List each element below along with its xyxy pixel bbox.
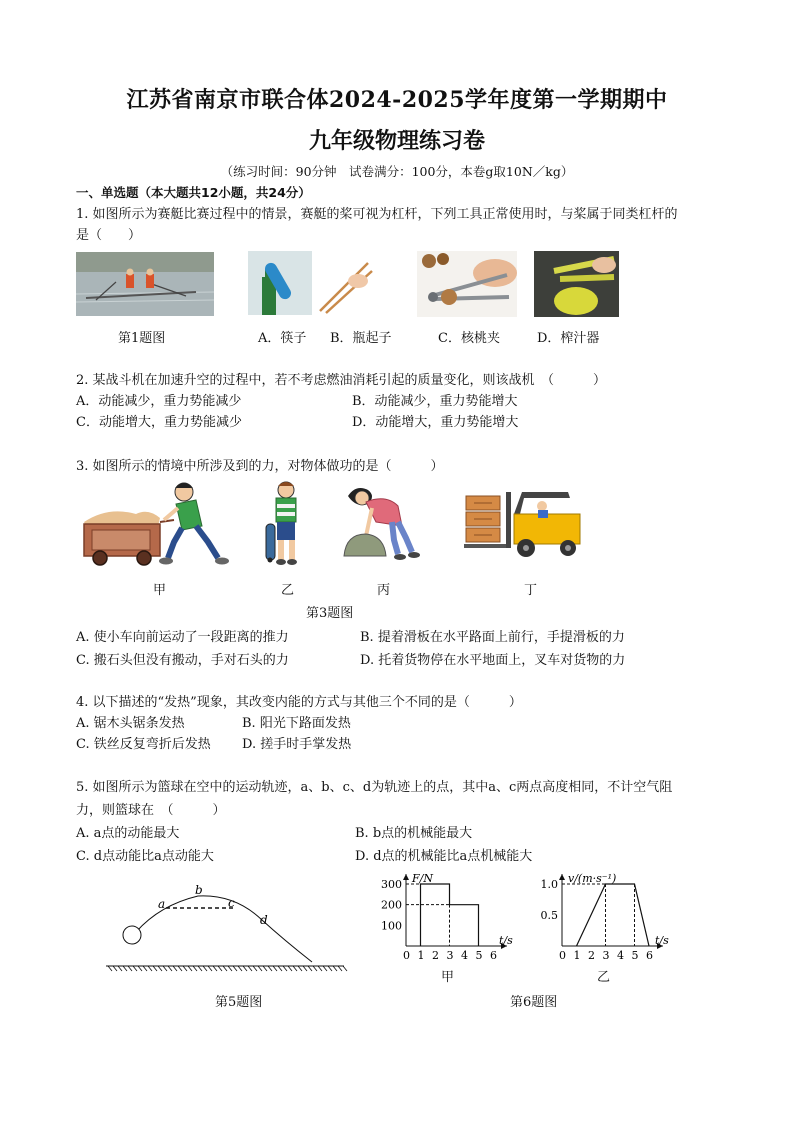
point-label-d: d [260,913,268,927]
juicer-image [534,251,619,317]
x-tick-label: 4 [617,949,624,962]
q6-graph-jia-label: 甲 [441,970,455,985]
hatch-mark [328,966,332,971]
q4-option-d: D. 搓手时手掌发热 [242,737,352,752]
x-tick-label: 3 [446,949,454,962]
q3-option-c: C. 搬石头但没有搬动，手对石头的力 [76,653,289,668]
x-tick-label: 6 [490,949,497,962]
hatch-mark [128,966,132,971]
q1-option-b: B．瓶起子 [330,331,392,346]
q5-figure-caption: 第5题图 [215,995,263,1010]
hatch-mark [133,966,137,971]
hatch-mark [198,966,202,971]
q2-option-d: D．动能增大，重力势能增大 [352,415,519,430]
q2-option-b: B．动能减少，重力势能增大 [352,394,518,409]
q2-option-c: C．动能增大，重力势能减少 [76,415,242,430]
q5-option-c: C. d点动能比a点动能大 [76,849,214,864]
q3-option-b: B. 提着滑板在水平路面上前行，手提滑板的力 [360,630,625,645]
hatch-mark [293,966,297,971]
q1-option-a: A．筷子 [258,331,307,346]
x-tick-label: 5 [475,949,483,962]
hatch-mark [248,966,252,971]
q3-label-jia: 甲 [153,583,167,598]
basketball [123,926,141,944]
q4-option-b: B. 阳光下路面发热 [242,716,351,731]
hatch-mark [188,966,192,971]
q3-figure-ding [462,488,584,558]
exam-title-line1: 江苏省南京市联合体2024-2025学年度第一学期期中 [126,87,668,113]
x-tick-label: 0 [403,949,410,962]
y-axis-label: F/N [412,872,433,885]
hatch-mark [223,966,227,971]
x-axis-label: t/s [655,934,669,947]
hatch-mark [203,966,207,971]
rowing-image [76,252,214,316]
hatch-mark [308,966,312,971]
exam-title-line2: 九年级物理练习卷 [308,128,485,154]
q3-option-a: A. 使小车向前运动了一段距离的推力 [76,630,289,645]
point-label-b: b [195,883,203,897]
x-tick-label: 2 [432,949,439,962]
hatch-mark [158,966,162,971]
q6-velocity-graph [532,870,682,966]
hatch-mark [333,966,337,971]
x-tick-label: 0 [559,949,566,962]
q3-figure-yi [262,478,310,568]
hatch-mark [168,966,172,971]
x-tick-label: 3 [602,949,610,962]
hatch-mark [228,966,232,971]
hatch-mark [338,966,342,971]
q2-stem: 2. 某战斗机在加速升空的过程中，若不考虑燃油消耗引起的质量变化，则该战机 （ ） [76,373,607,388]
q4-option-a: A. 锯木头锯条发热 [76,716,185,731]
y-tick-label: 300 [381,878,402,891]
x-tick-label: 1 [417,949,425,962]
hatch-mark [253,966,257,971]
q2-option-a: A．动能减少，重力势能减少 [76,394,242,409]
y-tick-label: 1.0 [540,878,558,891]
y-axis-arrow [559,874,565,880]
hatch-mark [303,966,307,971]
q5-option-d: D. d点的机械能比a点机械能大 [355,849,533,864]
q6-graph-yi-label: 乙 [597,970,611,985]
hatch-mark [313,966,317,971]
x-tick-label: 4 [461,949,468,962]
hatch-mark [268,966,272,971]
q1-figure-caption: 第1题图 [118,331,166,346]
hatch-mark [318,966,322,971]
x-tick-label: 6 [646,949,653,962]
q5-option-a: A. a点的动能最大 [76,826,180,841]
hatch-mark [208,966,212,971]
hatch-mark [323,966,327,971]
q3-option-d: D. 托着货物停在水平地面上，叉车对货物的力 [360,653,626,668]
q3-figure-jia [78,478,233,568]
hatch-mark [183,966,187,971]
hatch-mark [153,966,157,971]
hatch-mark [288,966,292,971]
q1-option-c: C．核桃夹 [438,331,500,346]
hatch-mark [258,966,262,971]
q1-stem-line2: 是（ ） [76,228,142,243]
point-label-a: a [158,897,166,911]
q5-trajectory-figure [100,880,350,972]
hatch-mark [193,966,197,971]
exam-subtitle: （练习时间：90分钟 试卷满分：100分，本卷g取10N／kg） [220,164,574,179]
y-tick-label: 200 [381,898,402,912]
hatch-mark [278,966,282,971]
q6-force-graph [376,870,521,966]
ground-hatch [108,966,347,971]
hatch-mark [123,966,127,971]
x-tick-label: 2 [588,949,595,962]
y-axis-label: v/(m·s⁻¹) [568,872,617,885]
opener-chopsticks-image [248,251,376,315]
x-tick-label: 1 [573,949,581,962]
hatch-mark [163,966,167,971]
hatch-mark [118,966,122,971]
hatch-mark [263,966,267,971]
q3-stem: 3. 如图所示的情境中所涉及到的力，对物体做功的是（ ） [76,459,444,474]
y-axis-arrow [403,874,409,880]
hatch-mark [148,966,152,971]
q5-option-b: B. b点的机械能最大 [355,826,473,841]
hatch-mark [233,966,237,971]
q3-label-yi: 乙 [281,583,295,598]
hatch-mark [298,966,302,971]
nutcracker-image [417,251,517,317]
q3-label-bing: 丙 [377,583,391,598]
hatch-mark [283,966,287,971]
q3-label-ding: 丁 [524,583,538,598]
hatch-mark [113,966,117,971]
q4-option-c: C. 铁丝反复弯折后发热 [76,737,211,752]
hatch-mark [213,966,217,971]
series-line [577,884,650,946]
q5-stem-line1: 5. 如图所示为篮球在空中的运动轨迹，a、b、c、d为轨迹上的点，其中a、c两点高度相同，不计空气阻 [76,780,673,795]
hatch-mark [343,966,347,971]
point-label-c: c [228,896,235,910]
hatch-mark [218,966,222,971]
q3-figure-caption: 第3题图 [306,606,354,621]
hatch-mark [108,966,112,971]
hatch-mark [273,966,277,971]
q1-option-d: D．榨汁器 [537,331,600,346]
section-heading: 一、单选题（本大题共12小题，共24分） [76,185,311,200]
x-tick-label: 5 [631,949,639,962]
hatch-mark [243,966,247,971]
q3-figure-bing [336,482,422,562]
y-tick-label: 100 [381,919,402,933]
q6-figure-caption: 第6题图 [510,995,558,1010]
hatch-mark [173,966,177,971]
hatch-mark [178,966,182,971]
y-tick-label: 0.5 [540,909,558,922]
hatch-mark [238,966,242,971]
q5-stem-line2: 力，则篮球在 （ ） [76,803,226,818]
hatch-mark [138,966,142,971]
x-axis-label: t/s [499,934,513,947]
hatch-mark [143,966,147,971]
q1-stem-line1: 1. 如图所示为赛艇比赛过程中的情景，赛艇的桨可视为杠杆，下列工具正常使用时，与桨属于同类杠杆的 [76,207,678,222]
q4-stem: 4. 以下描述的“发热”现象，其改变内能的方式与其他三个不同的是（ ） [76,695,522,710]
